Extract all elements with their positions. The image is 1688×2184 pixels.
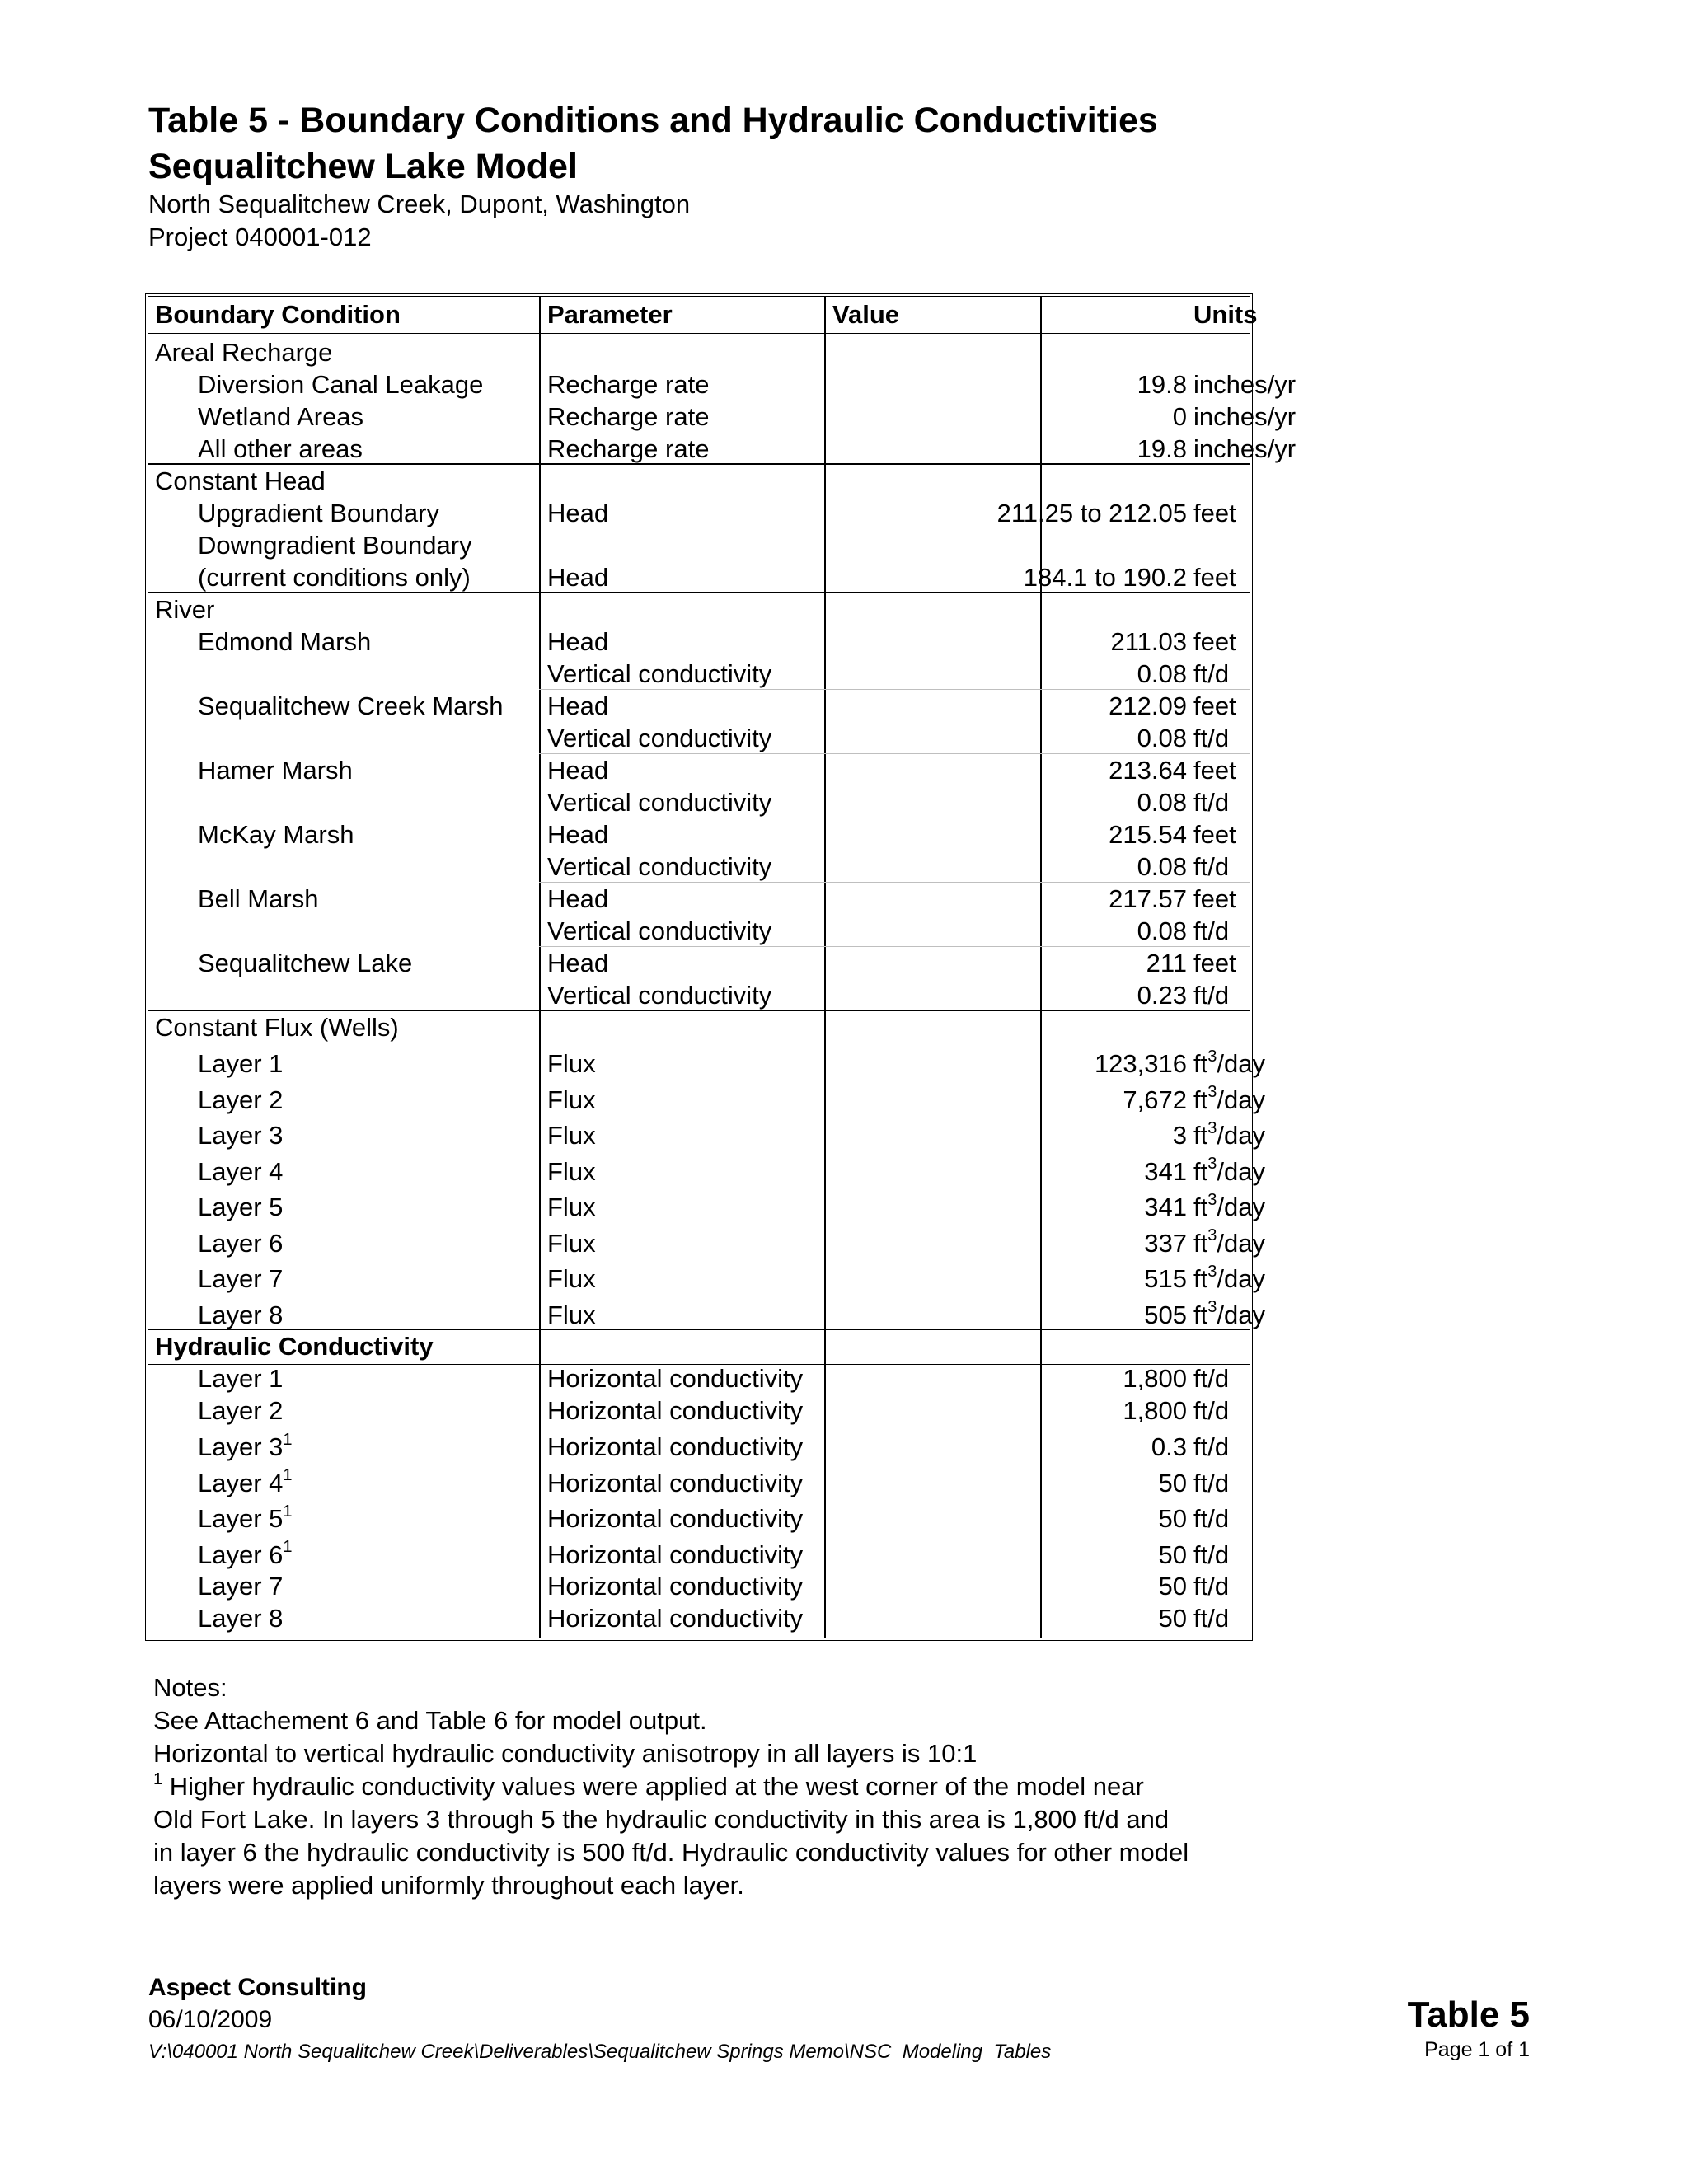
file-path: V:\040001 North Sequalitchew Creek\Deliverables\Sequalitchew Springs Memo\NSC_Modeling_Tables	[148, 2041, 1052, 2063]
value-cell: 505	[1144, 1300, 1187, 1329]
boundary-condition-cell: Areal Recharge	[155, 338, 333, 367]
boundary-condition-cell: Hydraulic Conductivity	[155, 1332, 434, 1361]
value-cell: 19.8	[1137, 370, 1187, 399]
value-cell: 0.08	[1137, 724, 1187, 752]
value-cell: 215.54	[1109, 820, 1187, 849]
boundary-condition-cell: Wetland Areas	[198, 402, 364, 431]
table-row	[148, 1187, 1265, 1222]
table-row	[148, 401, 1296, 433]
units-cell: inches/yr	[1193, 434, 1296, 463]
table-row	[148, 1258, 1265, 1294]
units-cell: ft/d	[1193, 916, 1230, 945]
value-cell	[832, 529, 1187, 561]
header-divider	[148, 330, 1250, 334]
units-cell: $ft^3$/day	[1193, 1083, 1265, 1114]
title-line-2: Sequalitchew Lake Model	[148, 147, 578, 186]
units-cell: $ft^3$/day	[1193, 1298, 1265, 1329]
column-header: Boundary Condition	[155, 300, 401, 329]
boundary-condition-cell: Layer 2	[198, 1396, 284, 1425]
table-row	[148, 690, 1250, 722]
boundary-condition-cell: Sequalitchew Creek Marsh	[198, 691, 504, 720]
column-header: Parameter	[547, 300, 673, 329]
project-number: Project 040001-012	[148, 223, 372, 251]
parameter-cell: Flux	[547, 1121, 596, 1150]
value-cell: 0.08	[1137, 788, 1187, 817]
units-cell: $ft^3$/day	[1193, 1226, 1265, 1258]
boundary-condition-cell: Layer 1	[198, 1364, 284, 1393]
company-name: Aspect Consulting	[148, 1974, 368, 2001]
units-cell: ft/d	[1193, 1540, 1230, 1569]
parameter-cell: Recharge rate	[547, 434, 710, 463]
boundary-condition-cell: Layer $5^1$	[198, 1502, 293, 1533]
value-cell: 7,672	[1123, 1085, 1187, 1114]
boundary-condition-cell: Layer $4^1$	[198, 1466, 293, 1497]
section-row	[148, 593, 1250, 626]
table-row	[148, 1043, 1265, 1079]
value-cell: 0.3	[1151, 1432, 1187, 1461]
boundary-condition-cell: Layer 8	[198, 1604, 284, 1633]
boundary-condition-cell: Edmond Marsh	[198, 627, 372, 656]
boundary-conditions-table	[145, 293, 1296, 1641]
boundary-condition-cell: Layer 3	[198, 1121, 284, 1150]
units-cell: inches/yr	[1193, 402, 1296, 431]
parameter-cell: Vertical conductivity	[547, 852, 772, 881]
notes-line: See Attachement 6 and Table 6 for model output.	[153, 1706, 707, 1735]
table-row	[148, 368, 1296, 401]
units-cell: ft/d	[1193, 1468, 1230, 1497]
section-row	[148, 336, 1250, 368]
table-row	[148, 818, 1250, 851]
boundary-condition-cell: Layer 4	[198, 1156, 284, 1186]
units-cell: $ft^3$/day	[1193, 1155, 1265, 1186]
units-cell: ft/d	[1193, 981, 1230, 1010]
parameter-cell: Horizontal conductivity	[547, 1468, 804, 1497]
section-row	[148, 1011, 1250, 1043]
units-cell: ft/d	[1193, 1364, 1230, 1393]
boundary-condition-cell: Diversion Canal Leakage	[198, 370, 484, 399]
parameter-cell: Flux	[547, 1156, 596, 1186]
value-cell	[832, 1330, 1187, 1362]
table-row	[148, 1602, 1250, 1634]
units-cell: $ft^3$/day	[1193, 1190, 1265, 1221]
table-row	[148, 851, 1250, 883]
units-cell: ft/d	[1193, 1432, 1230, 1461]
footnote-line: Old Fort Lake. In layers 3 through 5 the hydraulic conductivity in this area is 1,800 ft/d and	[153, 1805, 1170, 1834]
units-cell: feet	[1193, 499, 1236, 527]
parameter-cell: Flux	[547, 1228, 596, 1258]
parameter-cell: Head	[547, 691, 609, 720]
value-cell: 0.23	[1137, 981, 1187, 1010]
units-cell: feet	[1193, 756, 1236, 785]
boundary-condition-cell: Layer 7	[198, 1264, 284, 1293]
units-cell: ft/d	[1193, 659, 1230, 688]
value-cell: 515	[1144, 1264, 1187, 1293]
value-cell: 211	[1146, 949, 1187, 977]
notes-section	[153, 1671, 1189, 1902]
units-cell: ft/d	[1193, 1396, 1230, 1425]
table-row	[148, 1535, 1250, 1570]
parameter-cell: Head	[547, 884, 609, 913]
boundary-condition-cell: Layer 1	[198, 1049, 284, 1078]
boundary-condition-cell: Sequalitchew Lake	[198, 949, 413, 977]
footer-left	[148, 1971, 1051, 2068]
document-date: 06/10/2009	[148, 2006, 273, 2033]
title-line-1: Table 5 - Boundary Conditions and Hydraulic Conductivities	[148, 101, 1158, 140]
boundary-condition-cell: McKay Marsh	[198, 820, 354, 849]
table-row	[148, 1223, 1265, 1258]
section-row	[148, 465, 1250, 497]
table-header-row	[148, 298, 1258, 330]
units-cell: $ft^3$/day	[1193, 1118, 1265, 1150]
value-cell: 211.03	[1110, 627, 1187, 656]
value-cell: 50	[1158, 1504, 1187, 1533]
units-cell: inches/yr	[1193, 370, 1296, 399]
value-cell: 0.08	[1137, 852, 1187, 881]
page-number: Page 1 of 1	[1424, 2038, 1530, 2061]
value-cell	[832, 1011, 1187, 1043]
value-cell: 50	[1158, 1540, 1187, 1569]
value-cell: 50	[1158, 1468, 1187, 1497]
units-cell: feet	[1193, 627, 1236, 656]
value-cell	[832, 593, 1187, 626]
value-cell: 0	[1172, 402, 1187, 431]
value-cell: 212.09	[1109, 691, 1187, 720]
table-row	[148, 1394, 1250, 1427]
parameter-cell: Flux	[547, 1049, 596, 1078]
value-cell: 50	[1158, 1572, 1187, 1601]
parameter-cell: Head	[547, 499, 609, 527]
value-cell: 184.1 to 190.2	[1023, 563, 1187, 592]
units-cell: ft/d	[1193, 852, 1230, 881]
units-cell: ft/d	[1193, 1604, 1230, 1633]
units-cell: ft/d	[1193, 788, 1230, 817]
parameter-cell: Horizontal conductivity	[547, 1364, 804, 1393]
value-cell: 0.08	[1137, 916, 1187, 945]
boundary-condition-cell: Layer 2	[198, 1085, 284, 1114]
notes-line: Horizontal to vertical hydraulic conductivity anisotropy in all layers is 10:1	[153, 1739, 978, 1768]
value-cell: 50	[1158, 1604, 1187, 1633]
parameter-cell: Head	[547, 627, 609, 656]
parameter-cell: Flux	[547, 1085, 596, 1114]
footnote-text: Higher hydraulic conductivity values were applied at the west corner of the model near	[162, 1772, 1144, 1801]
value-cell	[832, 336, 1187, 368]
value-cell: 19.8	[1137, 434, 1187, 463]
location-text: North Sequalitchew Creek, Dupont, Washington	[148, 190, 691, 218]
parameter-cell: Horizontal conductivity	[547, 1432, 804, 1461]
parameter-cell: Horizontal conductivity	[547, 1540, 804, 1569]
parameter-cell: Head	[547, 949, 609, 977]
boundary-condition-cell: Hamer Marsh	[198, 756, 353, 785]
parameter-cell: Vertical conductivity	[547, 916, 772, 945]
value-cell: 3	[1172, 1121, 1187, 1150]
boundary-condition-cell: Upgradient Boundary	[198, 499, 439, 527]
column-header: Value	[832, 300, 899, 329]
parameter-cell: Recharge rate	[547, 370, 710, 399]
parameter-cell: Vertical conductivity	[547, 981, 772, 1010]
parameter-cell: Head	[547, 563, 609, 592]
table-row	[148, 561, 1250, 593]
parameter-cell: Head	[547, 820, 609, 849]
parameter-cell: Vertical conductivity	[547, 724, 772, 752]
boundary-condition-cell: Bell Marsh	[198, 884, 319, 913]
table-row	[148, 529, 1250, 561]
parameter-cell: Vertical conductivity	[547, 659, 772, 688]
parameter-cell: Horizontal conductivity	[547, 1504, 804, 1533]
table-row	[148, 979, 1250, 1011]
document-subtitle	[148, 188, 690, 254]
value-cell: 341	[1144, 1193, 1187, 1221]
table-row	[148, 1295, 1265, 1330]
boundary-condition-cell: Layer 6	[198, 1228, 284, 1258]
units-cell: ft/d	[1193, 724, 1230, 752]
footnote-line	[153, 1770, 1189, 1803]
section-row	[148, 1330, 1250, 1362]
parameter-cell: Flux	[547, 1300, 596, 1329]
boundary-condition-cell: River	[155, 595, 215, 624]
table-row	[148, 1498, 1250, 1534]
parameter-cell: Horizontal conductivity	[547, 1572, 804, 1601]
table-row	[148, 626, 1250, 658]
value-cell: 217.57	[1109, 884, 1187, 913]
value-cell: 341	[1144, 1156, 1187, 1186]
boundary-condition-cell: Constant Flux (Wells)	[155, 1013, 399, 1042]
units-cell: $ft^3$/day	[1193, 1047, 1265, 1078]
table-row	[148, 1115, 1265, 1151]
footnote-line: in layer 6 the hydraulic conductivity is 500 ft/d. Hydraulic conductivity values for other model	[153, 1838, 1189, 1867]
value-cell: 0.08	[1137, 659, 1187, 688]
parameter-cell: Flux	[547, 1193, 596, 1221]
boundary-condition-cell: Downgradient Boundary	[198, 531, 472, 560]
boundary-condition-cell: (current conditions only)	[198, 563, 471, 592]
table-row	[148, 658, 1250, 690]
table-row	[148, 915, 1250, 947]
boundary-condition-cell: Layer 5	[198, 1193, 284, 1221]
value-cell: 211.25 to 212.05	[996, 499, 1187, 527]
table-row	[148, 883, 1250, 915]
table-row	[148, 1427, 1250, 1462]
units-cell: feet	[1193, 949, 1236, 977]
table-row	[148, 1570, 1250, 1602]
units-cell: $ft^3$/day	[1193, 1262, 1265, 1293]
boundary-condition-cell: Layer $6^1$	[198, 1538, 293, 1569]
notes-heading: Notes:	[153, 1673, 227, 1702]
value-cell	[832, 465, 1187, 497]
parameter-cell: Vertical conductivity	[547, 788, 772, 817]
footer-right	[1408, 1994, 1530, 2064]
table-row	[148, 1463, 1250, 1498]
parameter-cell: Horizontal conductivity	[547, 1604, 804, 1633]
column-header: Units	[1193, 300, 1258, 329]
table-row	[148, 947, 1250, 979]
units-cell: feet	[1193, 691, 1236, 720]
parameter-cell: Horizontal conductivity	[547, 1396, 804, 1425]
units-cell: feet	[1193, 820, 1236, 849]
units-cell: ft/d	[1193, 1572, 1230, 1601]
boundary-condition-cell: Layer $3^1$	[198, 1430, 293, 1461]
units-cell: feet	[1193, 563, 1236, 592]
boundary-condition-cell: Layer 7	[198, 1572, 284, 1601]
value-cell: 1,800	[1123, 1364, 1187, 1393]
table-row	[148, 1080, 1265, 1115]
parameter-cell: Recharge rate	[547, 402, 710, 431]
parameter-cell: Flux	[547, 1264, 596, 1293]
table-label: Table 5	[1407, 1994, 1530, 2035]
boundary-condition-cell: Constant Head	[155, 466, 326, 495]
value-cell: 337	[1144, 1228, 1187, 1258]
table-row	[148, 497, 1250, 529]
value-cell: 1,800	[1123, 1396, 1187, 1425]
value-cell: 213.64	[1109, 756, 1187, 785]
parameter-cell: Head	[547, 756, 609, 785]
table-row	[148, 786, 1250, 818]
table-row	[148, 1151, 1265, 1187]
table-row	[148, 1362, 1250, 1394]
document-title	[148, 97, 1158, 190]
units-cell: feet	[1193, 884, 1236, 913]
boundary-condition-cell: Layer 8	[198, 1300, 284, 1329]
footnote-line: layers were applied uniformly throughout each layer.	[153, 1871, 744, 1900]
footnote-mark: 1	[153, 1769, 163, 1788]
table-row	[148, 722, 1250, 754]
table-row	[148, 433, 1296, 465]
boundary-condition-cell: All other areas	[198, 434, 363, 463]
table-row	[148, 754, 1250, 786]
value-cell: 123,316	[1094, 1049, 1187, 1078]
units-cell: ft/d	[1193, 1504, 1230, 1533]
